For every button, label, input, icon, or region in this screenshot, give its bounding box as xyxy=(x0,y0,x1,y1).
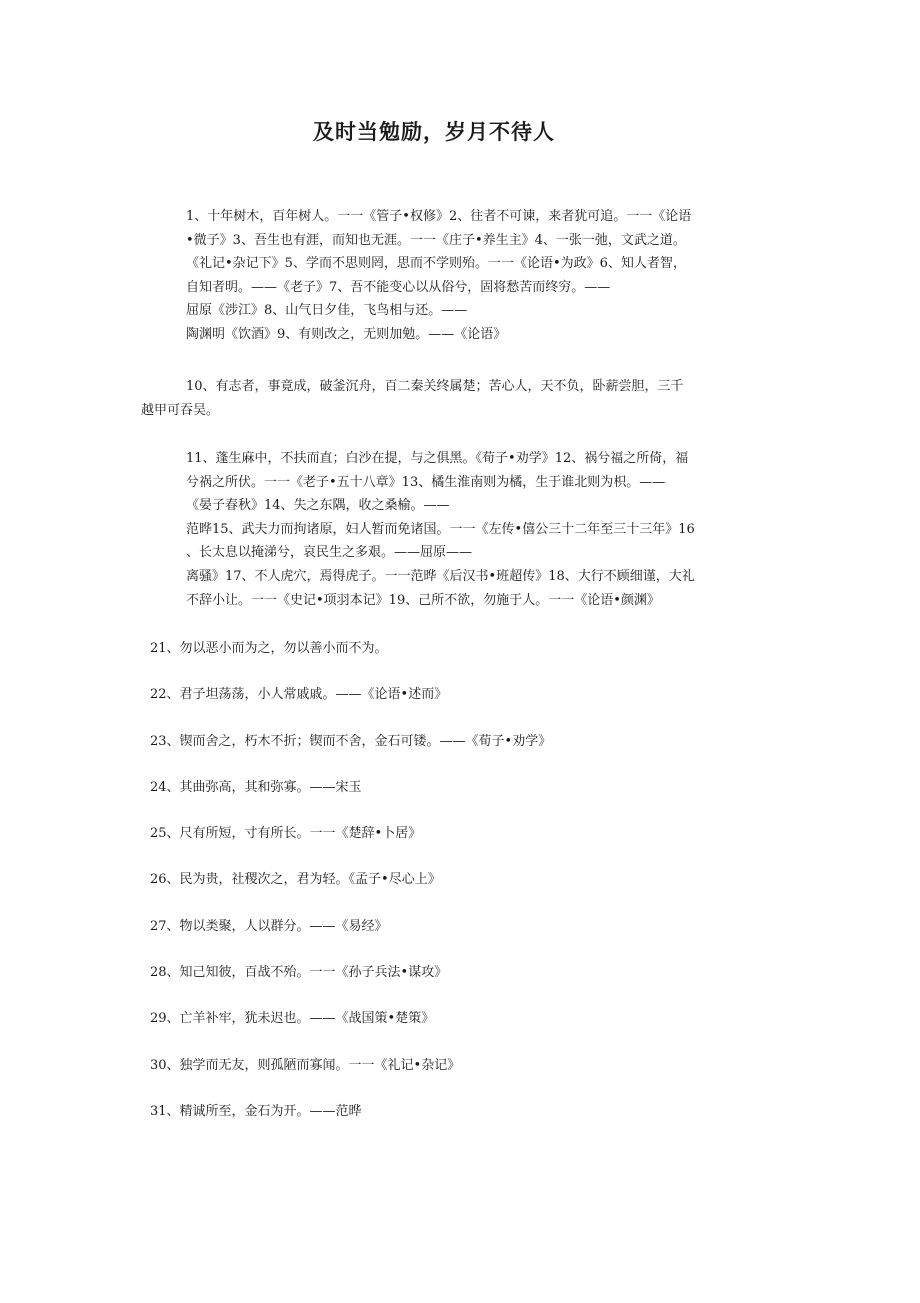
paragraph-line: •微子》3、吾生也有涯，而知也无涯。一一《庄子•养生主》4、一张一弛，文武之道。 xyxy=(186,232,686,248)
quote-paragraph-2 xyxy=(141,375,746,422)
paragraph-line: 《晏子春秋》14、失之东隅，收之桑榆。—— xyxy=(186,498,450,514)
paragraph-line: 不辞小让。一一《史记•项羽本记》19、己所不欲，勿施于人。一一《论语•颜渊》 xyxy=(186,592,660,608)
list-item: 31、精诚所至，金石为开。——范晔 xyxy=(150,1103,362,1119)
paragraph-line: 范晔15、武夫力而拘诸原，妇人暂而免诸国。一一《左传•僖公三十二年至三十三年》16 xyxy=(186,521,695,537)
paragraph-line: 陶渊明《饮酒》9、有则改之，无则加勉。——《论语》 xyxy=(186,326,507,342)
list-item: 24、其曲弥高，其和弥寡。——宋玉 xyxy=(150,779,362,795)
paragraph-line: 屈原《涉江》8、山气日夕佳，飞鸟相与还。—— xyxy=(186,303,468,319)
list-item: 23、锲而舍之，朽木不折；锲而不舍，金石可镂。——《荀子•劝学》 xyxy=(150,733,552,749)
list-item: 28、知己知彼，百战不殆。一一《孙子兵法•谋攻》 xyxy=(150,965,448,981)
paragraph-line: 、长太息以掩涕兮，哀民生之多艰。——屈原—— xyxy=(186,545,473,561)
list-item: 25、尺有所短，寸有所长。一一《楚辞•卜居》 xyxy=(150,826,422,842)
paragraph-line: 10、有志者，事竟成，破釜沉舟，百二秦关终属楚；苦心人，天不负，卧薪尝胆，三千 xyxy=(186,379,684,394)
paragraph-line: 越甲可吞吴。 xyxy=(141,402,220,418)
quote-paragraph-1 xyxy=(186,205,746,347)
list-item: 27、物以类聚，人以群分。——《易经》 xyxy=(150,918,388,934)
page-title: 及时当勉励，岁月不待人 xyxy=(313,120,555,144)
list-item: 29、亡羊补牢，犹未迟也。——《战国策•楚策》 xyxy=(150,1011,435,1027)
quote-list xyxy=(150,637,551,1146)
list-item: 21、勿以恶小而为之，勿以善小而不为。 xyxy=(150,641,388,656)
paragraph-line: 《礼记•杂记下》5、学而不思则罔，思而不学则殆。一一《论语•为政》6、知人者智， xyxy=(186,256,686,272)
paragraph-line: 离骚》17、不人虎穴，焉得虎子。一一范晔《后汉书•班超传》18、大行不顾细谨，大礼 xyxy=(186,568,695,584)
list-item: 26、民为贵，社稷次之，君为轻。《孟子•尽心上》 xyxy=(150,872,441,888)
paragraph-line: 1、十年树木，百年树人。一一《管子•权修》2、往者不可谏，来者犹可追。一一《论语 xyxy=(186,209,692,224)
list-item: 22、君子坦荡荡，小人常戚戚。——《论语•述而》 xyxy=(150,687,448,703)
quote-paragraph-3 xyxy=(186,447,746,612)
paragraph-line: 自知者明。——《老子》7、吾不能变心以从俗兮，固将愁苦而终穷。—— xyxy=(186,279,611,295)
list-item: 30、独学而无友，则孤陋而寡闻。一一《礼记•杂记》 xyxy=(150,1057,461,1073)
paragraph-line: 11、蓬生麻中，不扶而直；白沙在提，与之俱黑。《荀子•劝学》12、祸兮福之所倚，福 xyxy=(186,451,689,466)
paragraph-line: 兮祸之所伏。一一《老子•五十八章》13、橘生淮南则为橘，生于谁北则为枳。—— xyxy=(186,474,666,490)
